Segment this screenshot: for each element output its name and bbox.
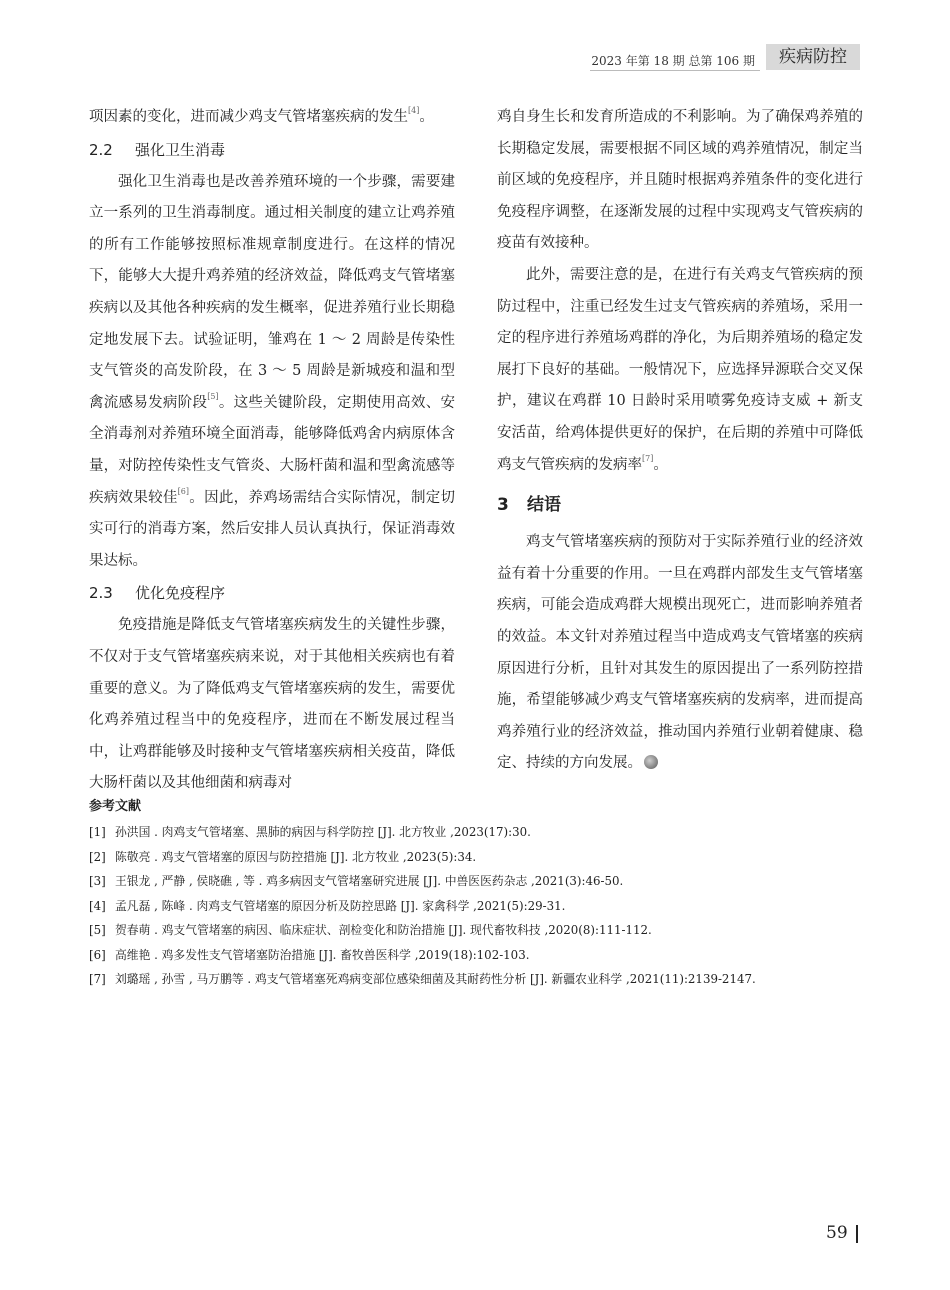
reference-number: [5] <box>89 923 106 937</box>
reference-item <box>89 820 869 845</box>
reference-item <box>89 894 869 919</box>
paragraph: 鸡支气管堵塞疾病的预防对于实际养殖行业的经济效益有着十分重要的作用。一旦在鸡群内部发生支气管堵塞疾病，可能会造成鸡群大规模出现死亡，进而影响养殖者的效益。本文针对养殖过程当中造成鸡支气管堵塞的疾病原因进行分析，且针对其发生的原因提出了一系列防控措施，希望能够减少鸡支气管堵塞疾病的发病率，进而提高鸡养殖行业的经济效益，推动国内养殖行业朝着健康、稳定、持续的方向发展。 <box>497 534 863 772</box>
page-header <box>0 40 950 76</box>
section-heading-2-2: 2.2 强化卫生消毒 <box>89 140 226 159</box>
reference-item <box>89 967 869 992</box>
paragraph: 强化卫生消毒也是改善养殖环境的一个步骤，需要建立一系列的卫生消毒制度。通过相关制度的建立让鸡养殖的所有工作能够按照标准规章制度进行。在这样的情况下，能够大大提升鸡养殖的经济效益，降低鸡支气管堵塞疾病以及其他各种疾病的发生概率，促进养殖行业长期稳定地发展下去。试验证明，雏鸡在 1 ～ 2 周龄是传染性支气管炎的高发阶段，在 3 ～ 5 周龄是新城疫和温和型禽流感易发病阶段[5]。这些关键阶段，定期使用高效、安全消毒剂对养殖环境全面消毒，能够降低鸡舍内病原体含量，对防控传染性支气管炎、大肠杆菌和温和型禽流感等疾病效果较佳[6]。因此，养鸡场需结合实际情况，制定切实可行的消毒方案，然后安排人员认真执行，保证消毒效果达标。 <box>89 173 456 569</box>
paragraph: 免疫措施是降低支气管堵塞疾病发生的关键性步骤，不仅对于支气管堵塞疾病来说，对于其他相关疾病也有着重要的意义。为了降低鸡支气管堵塞疾病的发生，需要优化鸡养殖过程当中的免疫程序，进而在不断发展过程当中，让鸡群能够及时接种支气管堵塞疾病相关疫苗，降低大肠杆菌以及其他细菌和病毒对 <box>89 617 455 792</box>
reference-number: [2] <box>89 849 106 864</box>
section-heading-2-3: 2.3 优化免疫程序 <box>89 584 226 603</box>
reference-number: [3] <box>89 874 106 888</box>
left-column <box>89 102 455 800</box>
reference-text: 贺春萌 . 鸡支气管堵塞的病因、临床症状、剖检变化和防治措施 [J]. 现代畜牧科技 ,2020(8):111-112. <box>115 923 652 937</box>
paragraph: 鸡自身生长和发育所造成的不利影响。为了确保鸡养殖的长期稳定发展，需要根据不同区域的鸡养殖情况，制定当前区域的免疫程序，并且随时根据鸡养殖条件的变化进行免疫程序调整，在逐渐发展的过程中实现鸡支气管疾病的疫苗有效接种。 <box>497 109 863 252</box>
paragraph: 此外，需要注意的是，在进行有关鸡支气管疾病的预防过程中，注重已经发生过支气管疾病的养殖场，采用一定的程序进行养殖场鸡群的净化，为后期养殖场的稳定发展打下良好的基础。一般情况下，应选择异源联合交叉保护，建议在鸡群 10 日龄时采用喷雾免疫诗支威 + 新支安活苗，给鸡体提供更好的保护，在后期的养殖中可降低鸡支气管疾病的发病率[7]。 <box>497 266 863 473</box>
reference-text: 陈敬亮 . 鸡支气管堵塞的原因与防控措施 [J]. 北方牧业 ,2023(5):34. <box>115 849 477 864</box>
header-rule <box>590 70 760 71</box>
reference-number: [4] <box>89 898 106 913</box>
reference-item <box>89 845 869 870</box>
reference-list <box>89 820 869 992</box>
references-title: 参考文献 <box>89 799 142 814</box>
citation: [4] <box>408 106 420 115</box>
reference-text: 高维艳 . 鸡多发性支气管堵塞防治措施 [J]. 畜牧兽医科学 ,2019(18):102-103. <box>115 947 530 962</box>
reference-item <box>89 943 869 968</box>
reference-number: [1] <box>89 825 106 839</box>
end-mark-icon <box>644 755 658 769</box>
reference-text: 孟凡磊 , 陈峰 . 肉鸡支气管堵塞的原因分析及防控思路 [J]. 家禽科学 ,2021(5):29-31. <box>115 898 566 913</box>
issue-info: 2023 年第 18 期 总第 106 期 <box>591 54 755 68</box>
right-column <box>497 102 863 780</box>
reference-text: 孙洪国 . 肉鸡支气管堵塞、黑肺的病因与科学防控 [J]. 北方牧业 ,2023(17):30. <box>115 825 531 839</box>
citation: [6] <box>177 486 190 496</box>
section-heading-3: 3 结语 <box>497 495 561 516</box>
reference-item <box>89 918 869 943</box>
reference-number: [6] <box>89 947 106 962</box>
reference-item <box>89 869 869 894</box>
page-number: 59 <box>826 1223 848 1243</box>
section-tab: 疾病防控 <box>766 44 860 70</box>
paragraph: 项因素的变化，进而减少鸡支气管堵塞疾病的发生[4]。 <box>89 106 434 125</box>
references <box>89 794 869 992</box>
reference-text: 刘璐瑶 , 孙雪 , 马万鹏等 . 鸡支气管堵塞死鸡病变部位感染细菌及其耐药性分析 [J]. 新疆农业科学 ,2021(11):2139-2147. <box>115 972 756 986</box>
page-number-bar <box>856 1225 858 1243</box>
reference-text: 王银龙 , 严静 , 侯晓礁 , 等 . 鸡多病因支气管堵塞研究进展 [J]. 中兽医医药杂志 ,2021(3):46-50. <box>115 874 624 888</box>
citation: [7] <box>642 453 654 463</box>
citation: [5] <box>207 391 219 401</box>
reference-number: [7] <box>89 972 106 986</box>
